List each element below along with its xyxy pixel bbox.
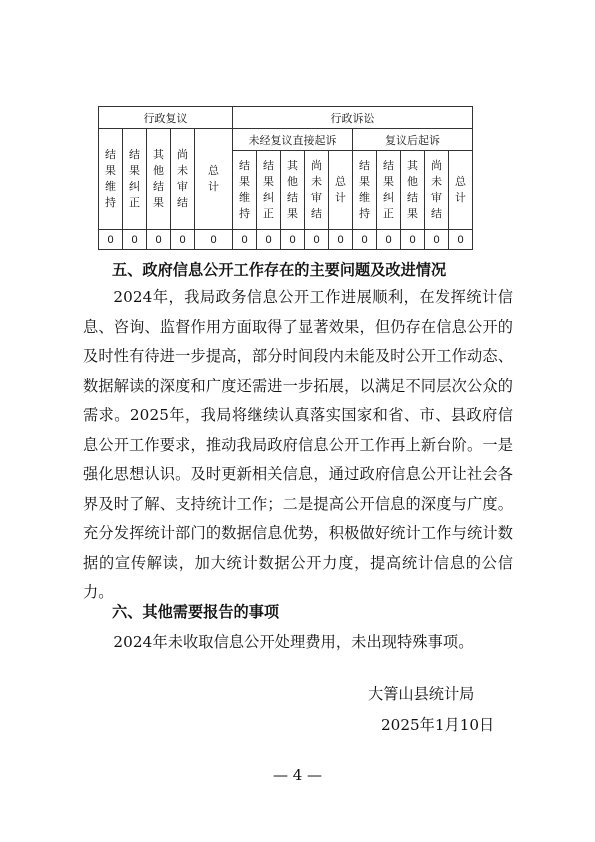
table-cell: 0: [123, 230, 147, 250]
table-cell: 0: [449, 230, 473, 250]
table-cell: 0: [233, 230, 257, 250]
col-header: 结果维持: [233, 151, 257, 230]
col-header: 尚未审结: [305, 151, 329, 230]
table-cell: 0: [329, 230, 353, 250]
admin-review-litigation-table: [98, 106, 473, 250]
signature-org: 大箐山县统计局: [368, 685, 475, 703]
header-admin-review: 行政复议: [99, 107, 233, 129]
col-header: 尚未审结: [171, 129, 195, 230]
col-header: 其他结果: [401, 151, 425, 230]
section6-body: 2024年未收取信息公开处理费用，未出现特殊事项。: [113, 633, 474, 651]
col-header: 结果纠正: [377, 151, 401, 230]
table-cell: 0: [147, 230, 171, 250]
col-header: 结果维持: [99, 129, 123, 230]
table-cell: 0: [171, 230, 195, 250]
section5-body: 2024年，我局政务信息公开工作进展顺利，在发挥统计信息、咨询、监督作用方面取得了显著效果，但仍存在信息公开的及时性有待进一步提高，部分时间段内未能及时公开工作动态、数据解读的深度和广度还需进一步拓展，以满足不同层次公众的需求。2025年，我局将继续认真落实国家和省、市、县政府信息公开工作要求，推动我局政府信息公开工作再上新台阶。一是强化思想认识。及时更新相关信息，通过政府信息公开让社会各界及时了解、支持统计工作；二是提高公开信息的深度与广度。充分发挥统计部门的数据信息优势，积极做好统计工作与统计数据的宣传解读，加大统计数据公开力度，提高统计信息的公信力。: [83, 288, 513, 601]
header-admin-litigation: 行政诉讼: [233, 107, 473, 129]
col-header: 其他结果: [281, 151, 305, 230]
subheader-after-review: 复议后起诉: [353, 129, 473, 151]
section5-heading: 五、政府信息公开工作存在的主要问题及改进情况: [112, 261, 447, 279]
col-header: 尚未审结: [425, 151, 449, 230]
subheader-direct-litigation: 未经复议直接起诉: [233, 129, 353, 151]
table-cell: 0: [195, 230, 233, 250]
table-cell: 0: [377, 230, 401, 250]
col-header: 结果维持: [353, 151, 377, 230]
table-cell: 0: [305, 230, 329, 250]
table-cell: 0: [99, 230, 123, 250]
col-header: 结果纠正: [123, 129, 147, 230]
col-header: 其他结果: [147, 129, 171, 230]
col-header: 结果纠正: [257, 151, 281, 230]
col-header: 总计: [329, 151, 353, 230]
table-cell: 0: [257, 230, 281, 250]
page-number: — 4 —: [272, 766, 323, 784]
table-cell: 0: [401, 230, 425, 250]
col-header: 总计: [195, 129, 233, 230]
table-cell: 0: [353, 230, 377, 250]
table-cell: 0: [281, 230, 305, 250]
table-cell: 0: [425, 230, 449, 250]
section6-heading: 六、其他需要报告的事项: [112, 603, 280, 621]
col-header: 总计: [449, 151, 473, 230]
signature-date: 2025年1月10日: [381, 716, 495, 734]
